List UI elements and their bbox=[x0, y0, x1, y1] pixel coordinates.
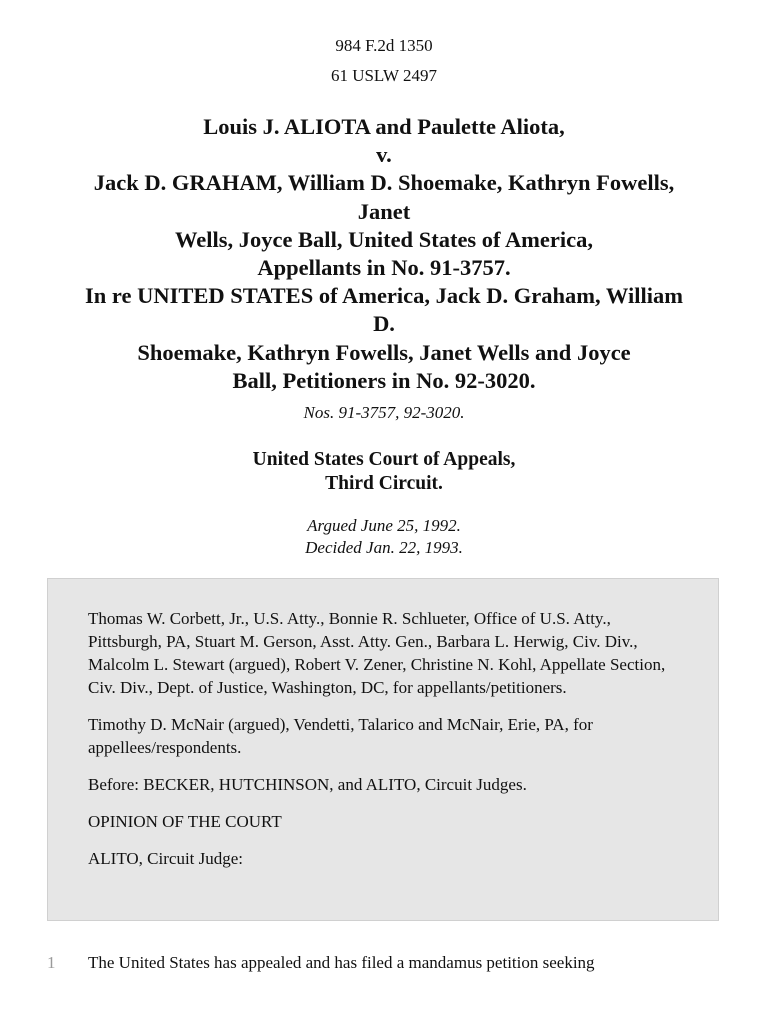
argued-date: Argued June 25, 1992. bbox=[307, 516, 461, 535]
case-caption bbox=[40, 113, 728, 395]
paragraph-number: 1 bbox=[47, 953, 56, 972]
caption-line: Ball, Petitioners in No. 92-3020. bbox=[232, 367, 536, 393]
counsel-box bbox=[47, 578, 719, 921]
decided-date: Decided Jan. 22, 1993. bbox=[305, 538, 463, 557]
paragraph-text: The United States has appealed and has filed a mandamus petition seeking bbox=[88, 953, 595, 972]
court-name bbox=[0, 448, 768, 496]
case-dates bbox=[0, 515, 768, 559]
caption-line: Appellants in No. 91-3757. bbox=[257, 255, 511, 281]
reporter-citation: 984 F.2d 1350 bbox=[335, 36, 433, 55]
caption-line: D. bbox=[373, 311, 395, 337]
court-name-line: United States Court of Appeals, bbox=[252, 449, 516, 470]
opinion-heading: OPINION OF THE COURT bbox=[88, 812, 282, 831]
court-circuit-line: Third Circuit. bbox=[325, 473, 443, 494]
caption-line: Louis J. ALIOTA and Paulette Aliota, bbox=[203, 114, 565, 139]
appellants-counsel: Thomas W. Corbett, Jr., U.S. Atty., Bonnie R. Schlueter, Office of U.S. Atty., Pittsburgh, PA, Stuart M. Gerson, Asst. Atty. Gen., Barbara L. Herwig, Civ. Div., Malcolm L. Stewart (argued), Robert V. Zener, Christine N. Kohl, Appellate Section, Civ. Div., Dept. of Justice, Washington, DC, for appellants/petitioners. bbox=[88, 609, 666, 697]
panel-judges: Before: BECKER, HUTCHINSON, and ALITO, Circuit Judges. bbox=[88, 775, 527, 794]
caption-line: Shoemake, Kathryn Fowells, Janet Wells and Joyce bbox=[137, 339, 631, 365]
caption-line: In re UNITED STATES of America, Jack D. Graham, William bbox=[85, 283, 683, 309]
caption-line: Janet bbox=[357, 198, 411, 224]
counsel-box-content bbox=[88, 607, 688, 884]
caption-line: Jack D. GRAHAM, William D. Shoemake, Kathryn Fowells, bbox=[93, 170, 675, 196]
docket-numbers: Nos. 91-3757, 92-3020. bbox=[303, 403, 465, 422]
caption-line: Wells, Joyce Ball, United States of America, bbox=[174, 226, 594, 252]
caption-line: v. bbox=[376, 142, 392, 168]
appellees-counsel: Timothy D. McNair (argued), Vendetti, Talarico and McNair, Erie, PA, for appellees/respondents. bbox=[88, 715, 593, 757]
uslw-citation: 61 USLW 2497 bbox=[330, 66, 438, 85]
opinion-author: ALITO, Circuit Judge: bbox=[88, 849, 244, 868]
